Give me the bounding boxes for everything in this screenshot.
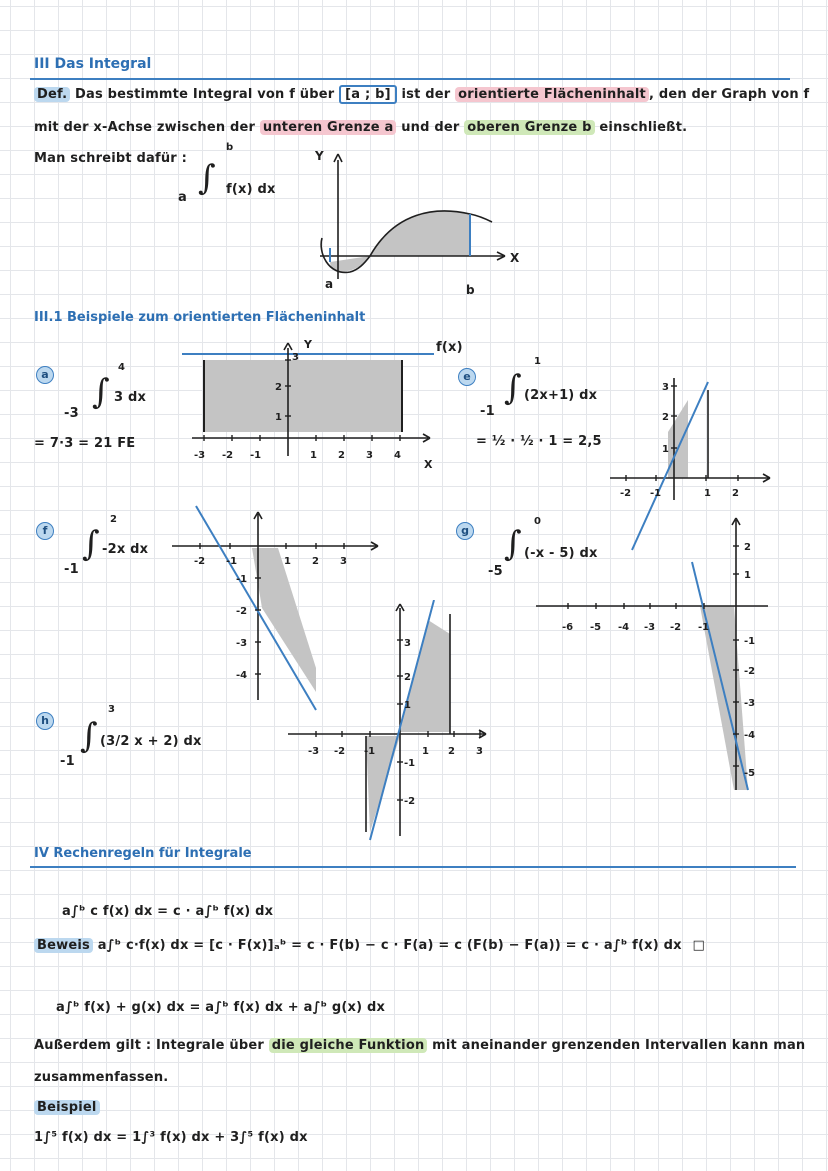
notation-upper: b: [226, 142, 234, 153]
ex-f-integrand: -2x dx: [102, 542, 149, 557]
notation-label: Man schreibt dafür :: [34, 151, 188, 166]
ex-a-upper: 4: [118, 362, 125, 373]
area-e: [668, 400, 688, 478]
axis-x-label-a: X: [424, 458, 433, 470]
x-tick-label: 2: [338, 450, 345, 461]
integral-sign-icon: ∫: [80, 716, 98, 756]
y-tick-label: 1: [744, 570, 751, 581]
section-3-rule: [30, 78, 790, 80]
x-tick-label: -4: [618, 622, 630, 633]
proof-text: a∫ᵇ c·f(x) dx = [c · F(x)]ₐᵇ = c · F(b) − c · F(a) = c (F(b) − F(a)) = c · a∫ᵇ f(x) dx: [97, 938, 682, 953]
y-tick-label: -3: [236, 638, 248, 649]
ex-h-integrand: (3/2 x + 2) dx: [100, 734, 202, 749]
fx-label: f(x): [436, 340, 463, 355]
ex-e-integrand: (2x+1) dx: [524, 388, 598, 403]
x-tick-label: -2: [194, 556, 206, 567]
y-tick-label: -4: [236, 670, 248, 681]
integral-sign-icon: ∫: [92, 372, 110, 412]
ex-g-lower: -5: [488, 564, 503, 579]
ex-f-lower: -1: [64, 562, 79, 577]
section-31-title: III.1 Beispiele zum orientierten Flächeninhalt: [34, 310, 366, 325]
y-tick-label: 1: [662, 444, 669, 455]
ex-e-lower: -1: [480, 404, 495, 419]
y-tick-label: 2: [662, 412, 669, 423]
x-tick-label: 3: [340, 556, 347, 567]
definition-line-1: Def. Das bestimmte Integral von f über [a ; b] ist der orientierte Flächeninhalt , den der Graph von f: [34, 87, 809, 102]
definition-graph: [300, 144, 540, 294]
graph-b-label: b: [466, 283, 475, 294]
x-tick-label: 1: [284, 556, 291, 567]
example-label: Beispiel: [34, 1100, 100, 1115]
x-tick-label: -1: [698, 622, 710, 633]
y-tick-label: -4: [744, 730, 756, 741]
section-4-rule: [30, 866, 796, 868]
x-tick-label: -1: [364, 746, 376, 757]
x-tick-label: 2: [448, 746, 455, 757]
y-tick-label: 3: [662, 382, 669, 393]
also-line: Außerdem gilt : Integrale über die gleiche Funktion mit aneinander grenzenden Intervallen kann man: [34, 1038, 806, 1053]
integral-sign-icon: ∫: [504, 524, 522, 564]
x-tick-label: 4: [394, 450, 401, 461]
x-tick-label: -1: [650, 488, 662, 499]
ex-g-integrand: (-x - 5) dx: [524, 546, 598, 561]
x-tick-label: -1: [250, 450, 262, 461]
x-tick-label: 1: [310, 450, 317, 461]
y-tick-label: -1: [404, 758, 416, 769]
def-label: Def.: [34, 87, 70, 102]
ex-g-upper: 0: [534, 516, 541, 527]
also-line-2: zusammenfassen.: [34, 1070, 169, 1085]
example-formula: 1∫⁵ f(x) dx = 1∫³ f(x) dx + 3∫⁵ f(x) dx: [34, 1130, 308, 1145]
proof-line: [34, 938, 705, 953]
ex-a-result: = 7·3 = 21 FE: [34, 436, 136, 451]
ex-e-result: = ½ · ½ · 1 = 2,5: [476, 434, 602, 449]
rule-constant-factor: a∫ᵇ c f(x) dx = c · a∫ᵇ f(x) dx: [62, 904, 274, 919]
definition-line-2: mit der x-Achse zwischen der unteren Grenze a und der oberen Grenze b einschließt.: [34, 120, 688, 135]
graph-a-label: a: [325, 277, 334, 291]
x-tick-label: -2: [222, 450, 234, 461]
marker-e: e: [458, 368, 476, 386]
graph-example-h: [282, 600, 494, 844]
x-tick-label: -3: [308, 746, 320, 757]
x-tick-label: -1: [226, 556, 238, 567]
y-tick-label: -5: [744, 768, 756, 779]
y-tick-label: -2: [744, 666, 756, 677]
y-tick-label: -1: [236, 574, 248, 585]
y-tick-label: -2: [236, 606, 248, 617]
marker-f: f: [36, 522, 54, 540]
ex-a-lower: -3: [64, 406, 79, 421]
y-tick-label: 2: [404, 672, 411, 683]
x-tick-label: -3: [194, 450, 206, 461]
function-line-g: [692, 562, 748, 790]
y-tick-label: 2: [744, 542, 751, 553]
lower-bound-highlight: unteren Grenze a: [260, 120, 397, 135]
x-tick-label: 1: [704, 488, 711, 499]
upper-bound-highlight: oberen Grenze b: [464, 120, 594, 135]
section-4-title: IV Rechenregeln für Integrale: [34, 846, 252, 861]
y-tick-label: 3: [292, 352, 299, 363]
integral-sign-icon: ∫: [198, 158, 216, 198]
integral-sign-icon: ∫: [504, 368, 522, 408]
x-tick-label: 2: [312, 556, 319, 567]
x-tick-label: -5: [590, 622, 602, 633]
y-tick-label: 1: [404, 700, 411, 711]
x-tick-label: -3: [644, 622, 656, 633]
x-tick-label: 3: [366, 450, 373, 461]
graph-x-label: X: [510, 251, 520, 265]
y-tick-label: 1: [275, 412, 282, 423]
graph-y-label: Y: [315, 149, 324, 163]
graph-example-a: [178, 340, 438, 470]
ex-f-upper: 2: [110, 514, 117, 525]
proof-label: Beweis: [34, 938, 93, 953]
x-tick-label: 3: [476, 746, 483, 757]
marker-g: g: [456, 522, 474, 540]
area-a: [204, 360, 402, 432]
section-3-title: III Das Integral: [34, 56, 152, 72]
x-tick-label: -2: [620, 488, 632, 499]
ex-h-lower: -1: [60, 754, 75, 769]
notation-lower: a: [178, 190, 187, 205]
graph-example-g: [532, 514, 786, 794]
interval-bracket: [a ; b]: [339, 85, 397, 104]
x-tick-label: -6: [562, 622, 574, 633]
x-tick-label: 2: [732, 488, 739, 499]
y-tick-label: 2: [275, 382, 282, 393]
notation-integrand: f(x) dx: [226, 182, 276, 197]
ex-a-integrand: 3 dx: [114, 390, 147, 405]
y-tick-label: -3: [744, 698, 756, 709]
axis-y-label-a: Y: [304, 340, 312, 351]
ticks-h: [308, 638, 483, 807]
y-tick-label: 3: [404, 638, 411, 649]
ex-e-upper: 1: [534, 356, 541, 367]
y-tick-label: -1: [744, 636, 756, 647]
qed-icon: □: [692, 938, 705, 953]
y-tick-label: -2: [404, 796, 416, 807]
integral-sign-icon: ∫: [82, 524, 100, 564]
ex-h-upper: 3: [108, 704, 115, 715]
marker-a: a: [36, 366, 54, 384]
same-function-highlight: die gleiche Funktion: [269, 1038, 428, 1053]
x-tick-label: -2: [670, 622, 682, 633]
rule-sum: a∫ᵇ f(x) + g(x) dx = a∫ᵇ f(x) dx + a∫ᵇ g(x) dx: [56, 1000, 386, 1015]
x-tick-label: -2: [334, 746, 346, 757]
x-tick-label: 1: [422, 746, 429, 757]
marker-h: h: [36, 712, 54, 730]
oriented-area-highlight: orientierte Flächeninhalt: [455, 87, 649, 102]
positive-area: [370, 211, 470, 256]
